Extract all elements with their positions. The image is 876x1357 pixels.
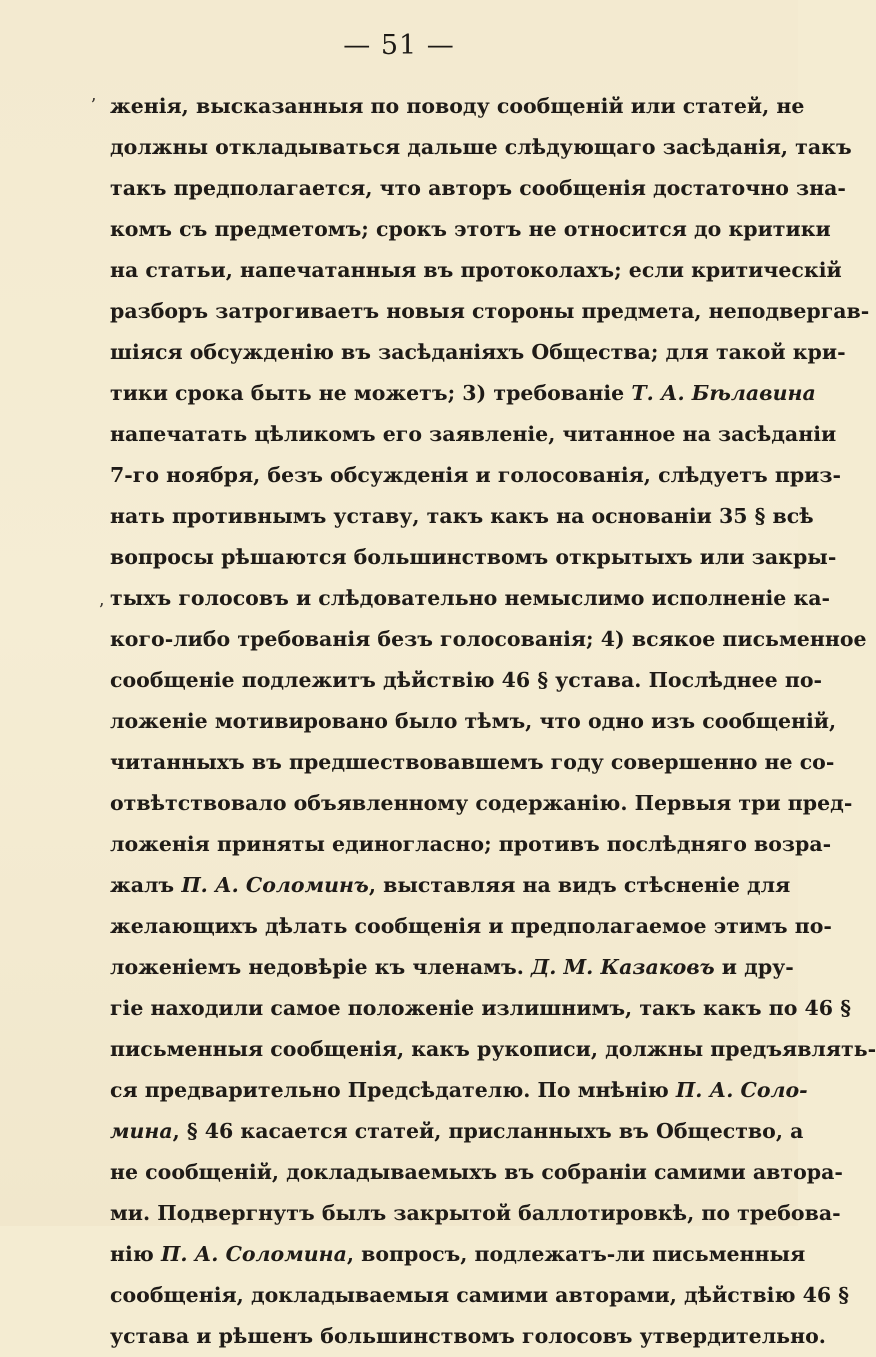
text-segment: ми. Подвергнутъ былъ закрытой баллотировкѣ, по требова- — [110, 1201, 841, 1225]
text-line — [110, 1193, 841, 1234]
text-line — [110, 742, 835, 783]
text-segment: , вопросъ, подлежатъ-ли письменныя — [346, 1242, 806, 1266]
text-line — [110, 250, 842, 291]
text-segment: комъ съ предметомъ; срокъ этотъ не относится до критики — [110, 217, 831, 241]
text-segment: женія, высказанныя по поводу сообщеній или статей, не — [110, 94, 805, 118]
text-segment: письменныя сообщенія, какъ рукописи, должны предъявлять- — [110, 1037, 876, 1061]
text-segment: ся предварительно Предсѣдателю. По мнѣнію — [110, 1078, 676, 1102]
italic-name: П. А. Соломинъ — [181, 873, 369, 897]
text-segment: , § 46 касается статей, присланныхъ въ Общество, а — [172, 1119, 804, 1143]
text-segment: должны откладываться дальше слѣдующаго засѣданія, такъ — [110, 135, 852, 159]
text-line — [110, 168, 846, 209]
text-segment: кого-либо требованія безъ голосованія; 4) всякое письменное — [110, 627, 867, 651]
text-segment: на статьи, напечатанныя въ протоколахъ; если критическій — [110, 258, 842, 282]
text-line — [110, 660, 823, 701]
text-line — [110, 783, 853, 824]
text-line — [110, 496, 814, 537]
text-line — [110, 865, 791, 906]
italic-name: Т. А. Бѣлавина — [631, 381, 816, 405]
text-segment: ложенія приняты единогласно; противъ послѣдняго возра- — [110, 832, 832, 856]
text-segment: 7-го ноября, безъ обсужденія и голосованія, слѣдуетъ приз- — [110, 463, 841, 487]
text-line — [110, 947, 794, 988]
text-line — [110, 619, 867, 660]
text-line — [110, 1316, 826, 1357]
text-line — [110, 701, 837, 742]
text-line — [110, 1275, 850, 1316]
text-line — [110, 1152, 843, 1193]
text-segment: нать противнымъ уставу, такъ какъ на основаніи 35 § всѣ — [110, 504, 814, 528]
text-line — [110, 86, 805, 127]
text-segment: шіяся обсужденію въ засѣданіяхъ Общества; для такой кри- — [110, 340, 846, 364]
text-segment: и дру- — [714, 955, 794, 979]
text-segment: читанныхъ въ предшествовавшемъ году совершенно не со- — [110, 750, 835, 774]
page-number: — 51 — — [343, 30, 455, 61]
text-line — [110, 906, 832, 947]
text-line — [110, 1234, 806, 1275]
text-segment: вопросы рѣшаются большинствомъ открытыхъ или закры- — [110, 545, 837, 569]
text-segment: тыхъ голосовъ и слѣдовательно немыслимо исполненіе ка- — [110, 586, 831, 610]
text-line — [110, 988, 851, 1029]
text-line — [110, 578, 831, 619]
text-line — [110, 209, 831, 250]
text-segment: разборъ затрогиваетъ новыя стороны предмета, неподвергав- — [110, 299, 870, 323]
text-segment: не сообщеній, докладываемыхъ въ собраніи самими автора- — [110, 1160, 843, 1184]
text-line — [110, 824, 832, 865]
text-segment: гіе находили самое положеніе излишнимъ, такъ какъ по 46 § — [110, 996, 851, 1020]
margin-mark: ʼ — [98, 600, 104, 621]
text-segment: жалъ — [110, 873, 182, 897]
text-segment: ложеніемъ недовѣріе къ членамъ. — [110, 955, 531, 979]
text-segment: сообщенія, докладываемыя самими авторами, дѣйствію 46 § — [110, 1283, 850, 1307]
text-line — [110, 1070, 808, 1111]
italic-name: П. А. Соло- — [675, 1078, 808, 1102]
text-segment: нію — [110, 1242, 161, 1266]
body-text — [110, 86, 876, 1357]
text-segment: устава и рѣшенъ большинствомъ голосовъ утвердительно. — [110, 1324, 826, 1348]
text-segment: желающихъ дѣлать сообщенія и предполагаемое этимъ по- — [110, 914, 832, 938]
text-segment: отвѣтствовало объявленному содержанію. Первыя три пред- — [110, 791, 853, 815]
text-line — [110, 1111, 804, 1152]
text-line — [110, 332, 846, 373]
text-line — [110, 1029, 876, 1070]
margin-mark: ʼ — [90, 95, 96, 116]
text-segment: сообщеніе подлежитъ дѣйствію 46 § устава. Послѣднее по- — [110, 668, 823, 692]
italic-name: П. А. Соломина — [160, 1242, 347, 1266]
text-line — [110, 414, 837, 455]
text-segment: тики срока быть не можетъ; 3) требованіе — [110, 381, 632, 405]
text-line — [110, 291, 870, 332]
text-line — [110, 373, 816, 414]
italic-name: мина — [110, 1119, 173, 1143]
text-line — [110, 455, 841, 496]
text-segment: , выставляя на видъ стѣсненіе для — [368, 873, 791, 897]
text-segment: ложеніе мотивировано было тѣмъ, что одно изъ сообщеній, — [110, 709, 837, 733]
italic-name: Д. М. Казаковъ — [530, 955, 715, 979]
text-segment: напечатать цѣликомъ его заявленіе, читанное на засѣданіи — [110, 422, 837, 446]
text-segment: такъ предполагается, что авторъ сообщенія достаточно зна- — [110, 176, 846, 200]
text-line — [110, 537, 837, 578]
text-line — [110, 127, 852, 168]
